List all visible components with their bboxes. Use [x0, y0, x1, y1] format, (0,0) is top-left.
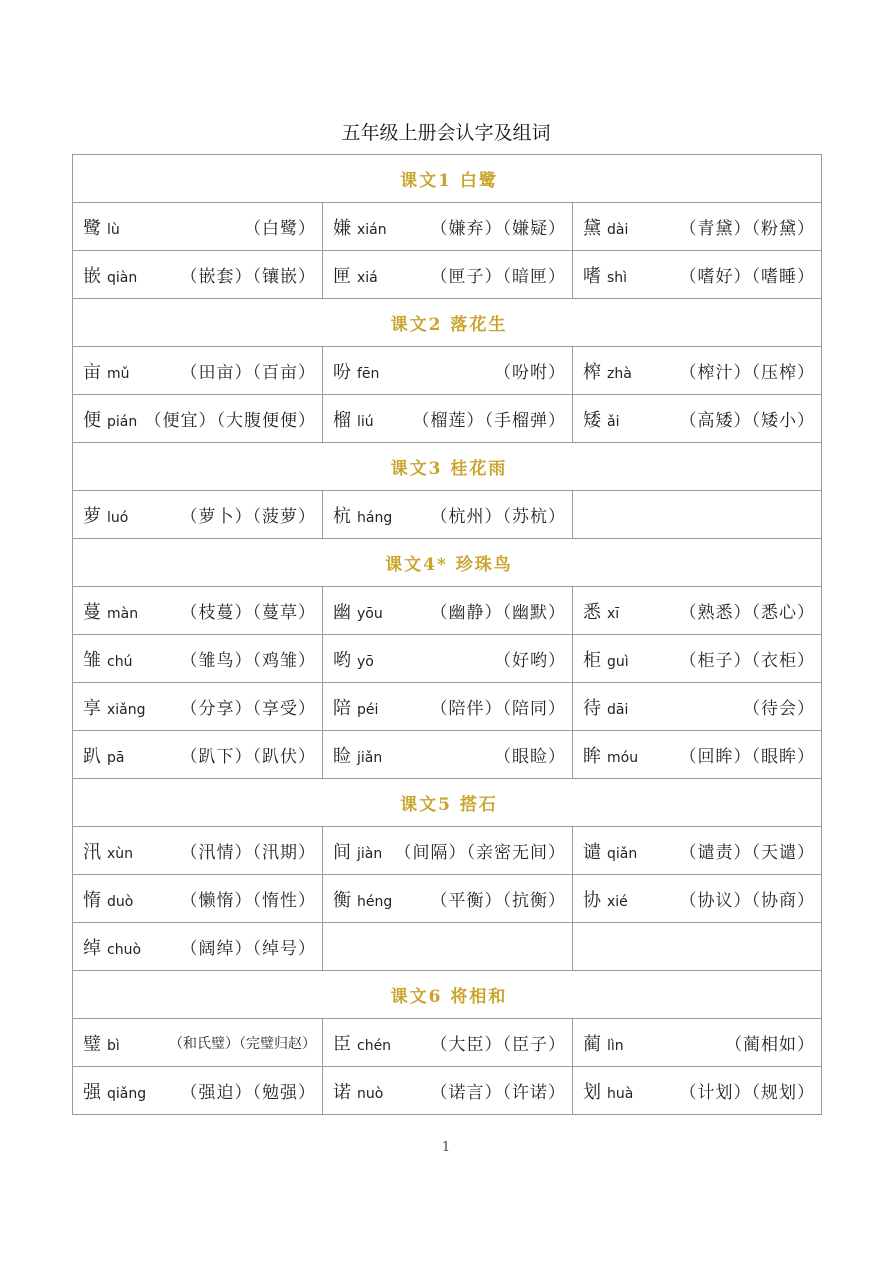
word-cell	[573, 1019, 822, 1067]
lesson-header-cell	[73, 443, 822, 491]
word-cell	[323, 731, 573, 779]
pinyin: guì	[607, 653, 629, 670]
pinyin: nuò	[357, 1085, 384, 1102]
character: 嵌	[83, 265, 101, 287]
pinyin: shì	[607, 269, 628, 286]
word-cell	[573, 395, 822, 443]
word-cell	[323, 1067, 573, 1115]
word-examples: （陪伴）（陪同）	[430, 699, 566, 719]
page-number: 1	[441, 1140, 451, 1155]
word-examples: （高矮）（矮小）	[679, 411, 815, 431]
vocabulary-table	[72, 154, 822, 1115]
word-cell	[573, 635, 822, 683]
word-cell	[323, 203, 573, 251]
word-examples: （熟悉）（悉心）	[679, 603, 815, 623]
word-cell	[323, 683, 573, 731]
word-examples: （萝卜）（菠萝）	[180, 507, 316, 527]
word-examples: （强迫）（勉强）	[180, 1083, 316, 1103]
pinyin: ǎi	[607, 413, 620, 430]
word-cell	[73, 827, 323, 875]
word-cell	[323, 827, 573, 875]
table-row	[73, 875, 822, 923]
pinyin: mǔ	[107, 365, 130, 382]
lesson-header-cell	[73, 971, 822, 1019]
word-cell	[73, 635, 323, 683]
word-examples: （协议）（协商）	[679, 891, 815, 911]
word-examples: （眼睑）	[494, 747, 566, 767]
character: 协	[583, 889, 601, 911]
word-cell	[323, 347, 573, 395]
pinyin: fēn	[357, 365, 380, 382]
pinyin: màn	[107, 605, 139, 622]
lesson-header-cell	[73, 155, 822, 203]
word-cell	[323, 923, 573, 971]
word-cell	[573, 731, 822, 779]
word-cell	[323, 1019, 573, 1067]
word-cell	[73, 875, 323, 923]
table-row	[73, 347, 822, 395]
lesson-heading: 课文1 白鹭	[400, 171, 498, 191]
word-examples: （雏鸟）（鸡雏）	[180, 651, 316, 671]
table-row	[73, 491, 822, 539]
character: 绰	[83, 937, 101, 959]
character: 吩	[333, 361, 351, 383]
lesson-header-cell	[73, 539, 822, 587]
pinyin: chú	[107, 653, 133, 670]
character: 嗜	[583, 265, 601, 287]
character: 便	[83, 409, 101, 431]
pinyin: duò	[107, 893, 134, 910]
pinyin: xián	[357, 221, 387, 238]
word-examples: （匣子）（暗匣）	[430, 267, 566, 287]
pinyin: háng	[357, 509, 393, 526]
pinyin: lìn	[607, 1037, 624, 1054]
word-cell	[73, 923, 323, 971]
pinyin: xié	[607, 893, 628, 910]
table-row	[73, 923, 822, 971]
lesson-header-row	[73, 539, 822, 587]
character: 蔓	[83, 601, 101, 623]
character: 悉	[583, 601, 601, 623]
lesson-header-row	[73, 971, 822, 1019]
character: 待	[583, 697, 601, 719]
pinyin: qiǎng	[107, 1085, 147, 1102]
word-examples: （和氏璧）（完璧归赵）	[169, 1035, 316, 1052]
character: 黛	[583, 217, 601, 239]
lesson-header-row	[73, 779, 822, 827]
word-cell	[573, 587, 822, 635]
character: 汛	[83, 841, 101, 863]
character: 哟	[333, 649, 351, 671]
word-examples: （分享）（享受）	[180, 699, 316, 719]
word-examples: （汛情）（汛期）	[180, 843, 316, 863]
table-row	[73, 203, 822, 251]
word-cell	[573, 203, 822, 251]
character: 间	[333, 841, 351, 863]
character: 强	[83, 1081, 101, 1103]
pinyin: xī	[607, 605, 620, 622]
character: 惰	[83, 889, 101, 911]
character: 谴	[583, 841, 601, 863]
character: 杭	[333, 505, 351, 527]
pinyin: luó	[107, 509, 129, 526]
word-cell	[573, 827, 822, 875]
word-cell	[323, 395, 573, 443]
word-examples: （懒惰）（惰性）	[180, 891, 316, 911]
word-cell	[73, 683, 323, 731]
character: 鹭	[83, 217, 101, 239]
character: 匣	[333, 265, 351, 287]
lesson-heading: 课文2 落花生	[390, 315, 508, 335]
word-examples: （计划）（规划）	[679, 1083, 815, 1103]
word-examples: （田亩）（百亩）	[180, 363, 316, 383]
word-examples: （榴莲）（手榴弹）	[412, 411, 566, 431]
word-cell	[573, 251, 822, 299]
character: 划	[583, 1081, 601, 1103]
pinyin: qiǎn	[607, 845, 638, 862]
word-examples: （杭州）（苏杭）	[430, 507, 566, 527]
pinyin: liú	[357, 413, 374, 430]
pinyin: yō	[357, 653, 374, 670]
word-examples: （阔绰）（绰号）	[180, 939, 316, 959]
table-row	[73, 731, 822, 779]
pinyin: chén	[357, 1037, 392, 1054]
character: 睑	[333, 745, 351, 767]
word-examples: （蔺相如）	[725, 1035, 815, 1055]
character: 趴	[83, 745, 101, 767]
table-row	[73, 827, 822, 875]
word-cell	[73, 587, 323, 635]
word-cell	[73, 491, 323, 539]
pinyin: móu	[607, 749, 639, 766]
table-row	[73, 1019, 822, 1067]
word-cell	[73, 731, 323, 779]
character: 臣	[333, 1033, 351, 1055]
word-cell	[323, 491, 573, 539]
word-examples: （嵌套）（镶嵌）	[180, 267, 316, 287]
word-cell	[573, 491, 822, 539]
word-examples: （枝蔓）（蔓草）	[180, 603, 316, 623]
lesson-heading: 课文4* 珍珠鸟	[385, 555, 513, 575]
table-row	[73, 635, 822, 683]
pinyin: xiá	[357, 269, 378, 286]
word-cell	[73, 203, 323, 251]
word-examples: （青黛）（粉黛）	[679, 219, 815, 239]
lesson-header-cell	[73, 299, 822, 347]
word-cell	[73, 347, 323, 395]
character: 榨	[583, 361, 601, 383]
page-title: 五年级上册会认字及组词	[341, 122, 551, 144]
pinyin: péi	[357, 701, 379, 718]
lesson-header-row	[73, 443, 822, 491]
word-examples: （嫌弃）（嫌疑）	[430, 219, 566, 239]
word-examples: （趴下）（趴伏）	[180, 747, 316, 767]
word-cell	[73, 395, 323, 443]
pinyin: dāi	[607, 701, 629, 718]
character: 享	[83, 697, 101, 719]
word-examples: （白鹭）	[244, 219, 316, 239]
character: 眸	[583, 745, 601, 767]
lesson-header-row	[73, 155, 822, 203]
character: 璧	[83, 1033, 101, 1055]
lesson-header-row	[73, 299, 822, 347]
word-examples: （谴责）（天谴）	[679, 843, 815, 863]
word-examples: （诺言）（许诺）	[430, 1083, 566, 1103]
pinyin: yōu	[357, 605, 383, 622]
lesson-heading: 课文5 搭石	[400, 795, 498, 815]
word-examples: （平衡）（抗衡）	[430, 891, 566, 911]
character: 雏	[83, 649, 101, 671]
word-cell	[573, 683, 822, 731]
word-examples: （柜子）（衣柜）	[679, 651, 815, 671]
character: 嫌	[333, 217, 351, 239]
word-cell	[323, 587, 573, 635]
pinyin: xùn	[107, 845, 134, 862]
word-cell	[573, 923, 822, 971]
table-row	[73, 251, 822, 299]
word-examples: （待会）	[743, 699, 815, 719]
pinyin: xiǎng	[107, 701, 146, 718]
character: 诺	[333, 1081, 351, 1103]
character: 蔺	[583, 1033, 601, 1055]
character: 柜	[583, 649, 601, 671]
character: 衡	[333, 889, 351, 911]
word-examples: （吩咐）	[494, 363, 566, 383]
pinyin: qiàn	[107, 269, 138, 286]
word-examples: （嗜好）（嗜睡）	[679, 267, 815, 287]
table-row	[73, 683, 822, 731]
word-cell	[323, 251, 573, 299]
character: 矮	[583, 409, 601, 431]
word-cell	[73, 1067, 323, 1115]
word-examples: （好哟）	[494, 651, 566, 671]
word-cell	[573, 1067, 822, 1115]
character: 陪	[333, 697, 351, 719]
character: 幽	[333, 601, 351, 623]
word-examples: （幽静）（幽默）	[430, 603, 566, 623]
word-examples: （便宜）（大腹便便）	[144, 411, 316, 431]
table-row	[73, 395, 822, 443]
lesson-heading: 课文3 桂花雨	[390, 459, 508, 479]
word-cell	[73, 251, 323, 299]
word-cell	[573, 347, 822, 395]
character: 亩	[83, 361, 101, 383]
pinyin: bì	[107, 1037, 120, 1054]
word-cell	[323, 875, 573, 923]
table-row	[73, 1067, 822, 1115]
pinyin: héng	[357, 893, 393, 910]
pinyin: jiàn	[357, 845, 383, 862]
character: 萝	[83, 505, 101, 527]
lesson-header-cell	[73, 779, 822, 827]
pinyin: huà	[607, 1085, 634, 1102]
word-examples: （大臣）（臣子）	[430, 1035, 566, 1055]
pinyin: chuò	[107, 941, 142, 958]
word-examples: （回眸）（眼眸）	[679, 747, 815, 767]
word-cell	[73, 1019, 323, 1067]
table-row	[73, 587, 822, 635]
character: 榴	[333, 409, 351, 431]
pinyin: pā	[107, 749, 125, 766]
pinyin: pián	[107, 413, 138, 430]
pinyin: dài	[607, 221, 629, 238]
word-examples: （榨汁）（压榨）	[679, 363, 815, 383]
word-cell	[573, 875, 822, 923]
pinyin: zhà	[607, 365, 632, 382]
lesson-heading: 课文6 将相和	[390, 987, 508, 1007]
pinyin: lù	[107, 221, 120, 238]
word-examples: （间隔）（亲密无间）	[394, 843, 566, 863]
word-cell	[323, 635, 573, 683]
pinyin: jiǎn	[357, 749, 383, 766]
